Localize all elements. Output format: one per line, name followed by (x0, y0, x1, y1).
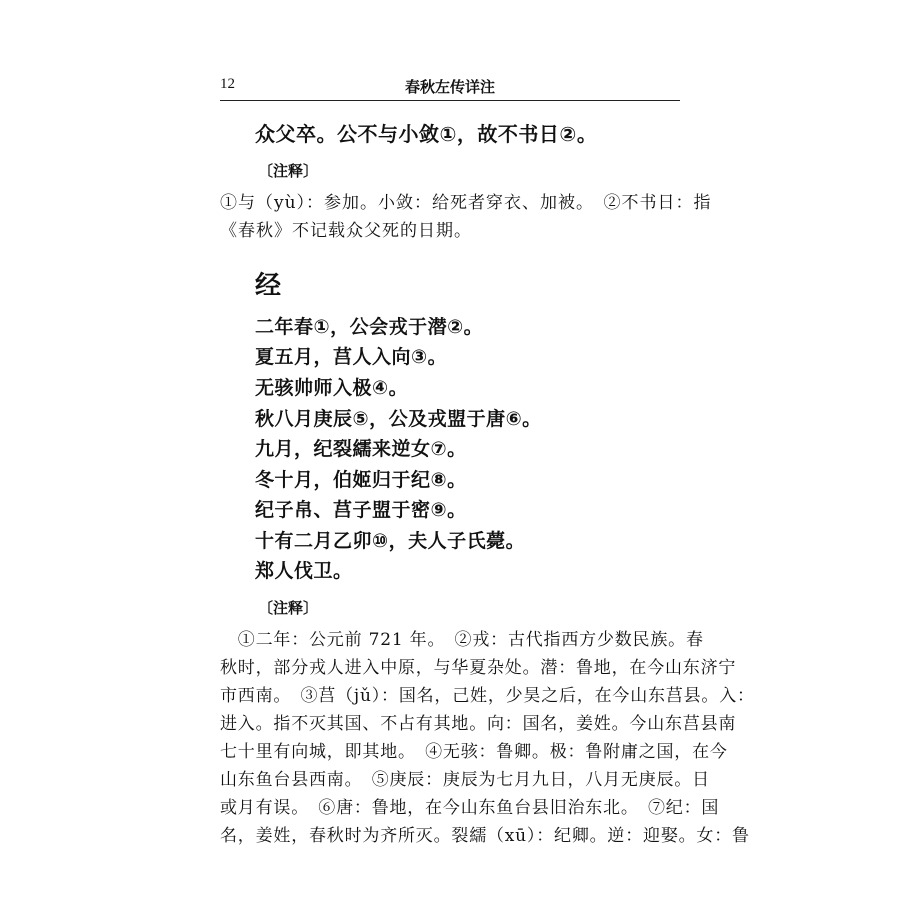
note-line: 或月有误。 ⑥唐：鲁地，在今山东鱼台县旧治东北。 ⑦纪：国 (220, 798, 720, 818)
note-line: 市西南。 ③莒（jǔ）：国名，己姓，少昊之后，在今山东莒县。入： (220, 686, 755, 706)
note-line: ①与（yù）：参加。小敛：给死者穿衣、加被。 ②不书日：指 (220, 193, 712, 213)
jing-line: 九月，纪裂繻来逆女⑦。 (255, 438, 467, 460)
jing-line: 冬十月，伯姬归于纪⑧。 (255, 469, 467, 491)
note-line: 七十里有向城，即其地。 ④无骇：鲁卿。极：鲁附庸之国，在今 (220, 742, 728, 762)
running-header (220, 74, 680, 101)
jing-line: 秋八月庚辰⑤，公及戎盟于唐⑥。 (255, 408, 542, 430)
note-heading: 〔注释〕 (258, 162, 319, 180)
jing-line: 郑人伐卫。 (255, 560, 353, 582)
note-line: ①二年：公元前 721 年。 ②戎：古代指西方少数民族。春 (220, 630, 704, 650)
note-line: 进入。指不灭其国、不占有其地。向：国名，姜姓。今山东莒县南 (220, 714, 737, 734)
note-line: 《春秋》不记载众父死的日期。 (220, 221, 472, 241)
jing-line: 无骇帅师入极④。 (255, 377, 409, 399)
jing-line: 十有二月乙卯⑩，夫人子氏薨。 (255, 530, 526, 552)
page-number: 12 (220, 76, 235, 92)
jing-line: 二年春①，公会戎于潜②。 (255, 316, 484, 338)
lead-line: 众父卒。公不与小敛①，故不书日②。 (255, 122, 598, 146)
note-heading: 〔注释〕 (258, 599, 319, 617)
note-line: 山东鱼台县西南。 ⑤庚辰：庚辰为七月九日，八月无庚辰。日 (220, 770, 710, 790)
note-line: 名，姜姓，春秋时为齐所灭。裂繻（xū）：纪卿。逆：迎娶。女：鲁 (220, 826, 750, 846)
jing-line: 纪子帛、莒子盟于密⑨。 (255, 499, 467, 521)
note-line: 秋时，部分戎人进入中原，与华夏杂处。潜：鲁地，在今山东济宁 (220, 658, 737, 678)
jing-line: 夏五月，莒人入向③。 (255, 346, 448, 368)
section-title: 经 (255, 271, 282, 301)
book-title: 春秋左传详注 (404, 78, 495, 96)
